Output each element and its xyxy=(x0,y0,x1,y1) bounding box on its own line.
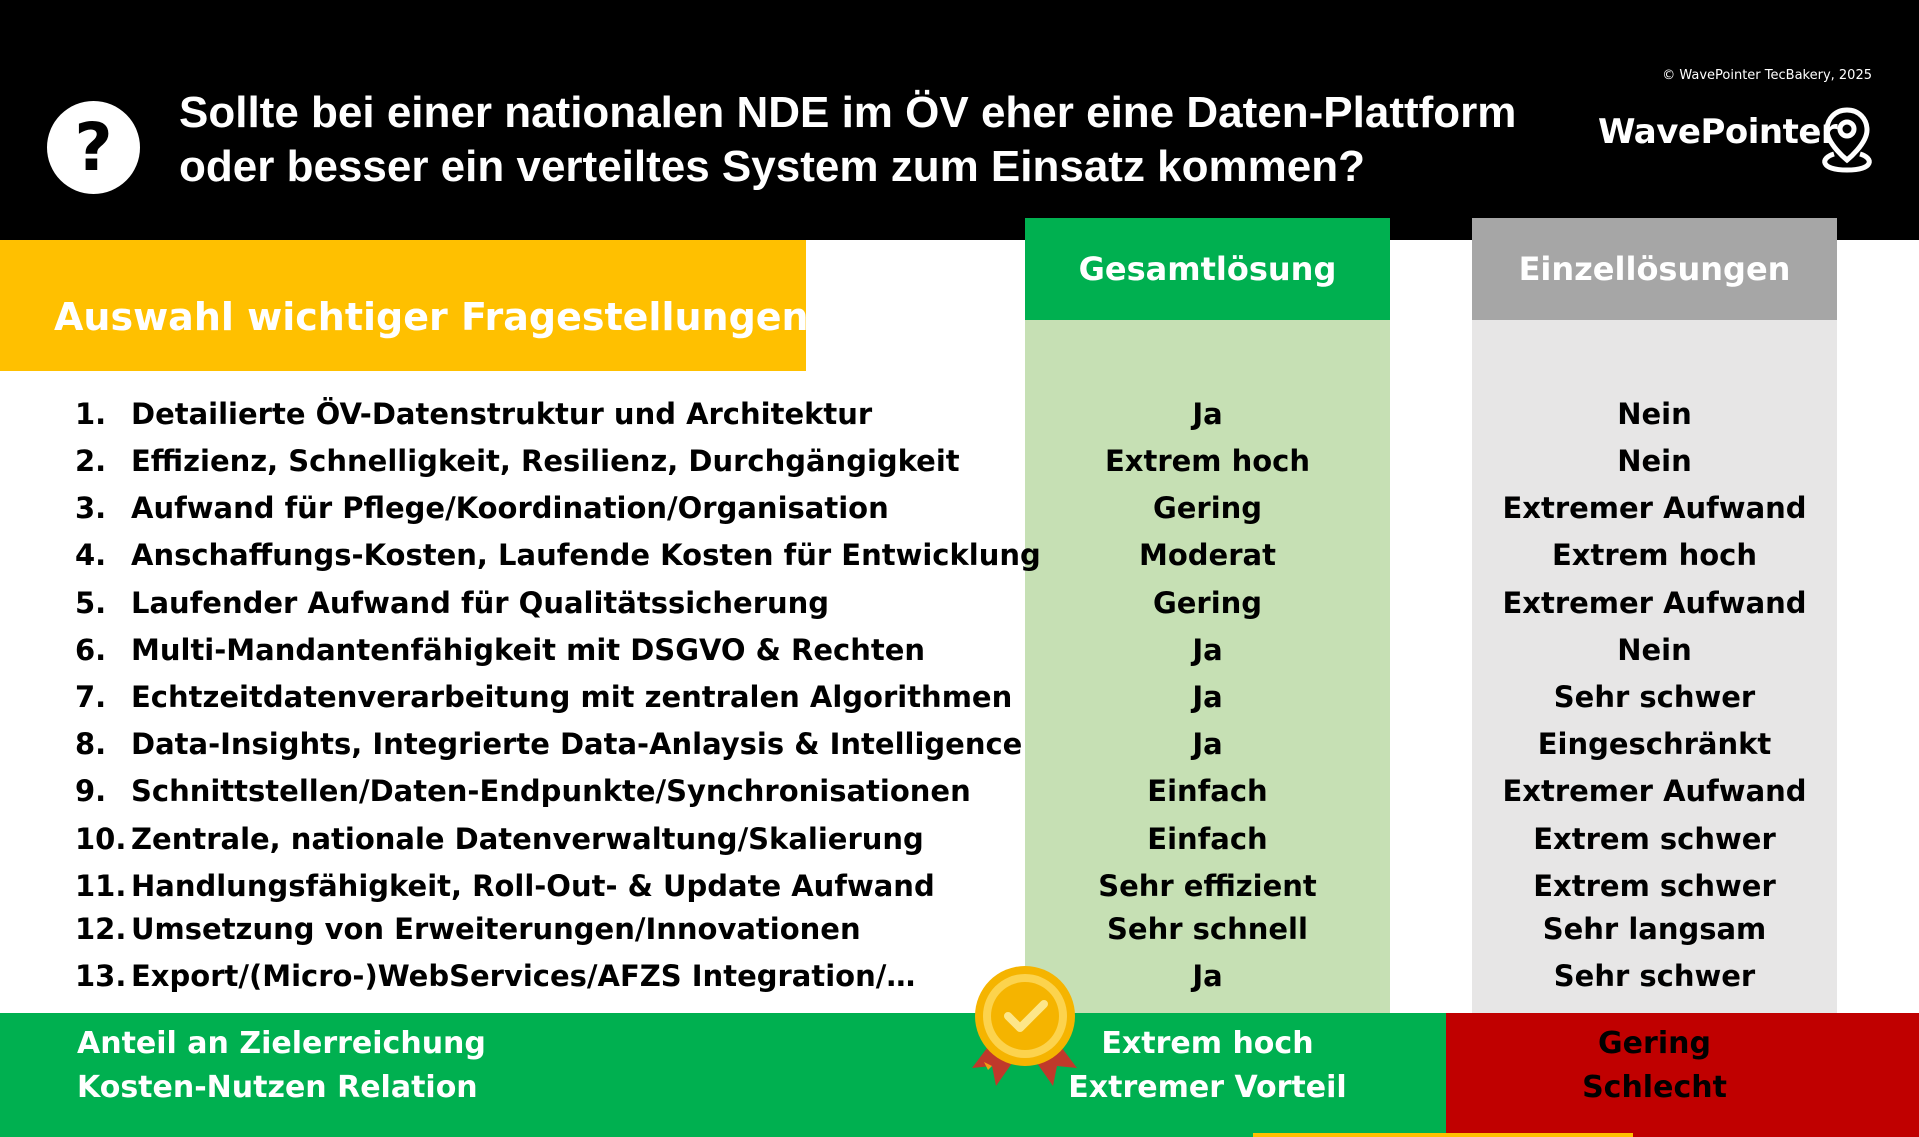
row-label: Zentrale, nationale Datenverwaltung/Skalierung xyxy=(131,822,924,856)
row-gesamtloesung-value: Einfach xyxy=(1147,774,1268,808)
row-einzelloesungen-value: Nein xyxy=(1617,633,1692,667)
row-gesamtloesung-value: Gering xyxy=(1152,586,1263,620)
row-number: 3. xyxy=(75,491,107,525)
row-einzelloesungen-value: Nein xyxy=(1617,444,1692,478)
row-number: 10. xyxy=(75,822,127,856)
location-pin-icon xyxy=(1814,104,1880,176)
footer-left-value-1: Extrem hoch xyxy=(1101,1026,1314,1061)
row-label: Echtzeitdatenverarbeitung mit zentralen Algorithmen xyxy=(131,680,1013,714)
row-gesamtloesung-value: Ja xyxy=(1192,959,1223,993)
row-einzelloesungen-value: Extremer Aufwand xyxy=(1502,586,1807,620)
row-gesamtloesung-value: Ja xyxy=(1192,727,1223,761)
row-einzelloesungen-value: Extrem hoch xyxy=(1551,538,1758,572)
page-title xyxy=(179,86,1559,194)
row-gesamtloesung-value: Einfach xyxy=(1147,822,1268,856)
footer-label-1: Anteil an Zielerreichung xyxy=(77,1026,486,1061)
row-label: Aufwand für Pflege/Koordination/Organisation xyxy=(131,491,889,525)
row-number: 6. xyxy=(75,633,107,667)
row-number: 4. xyxy=(75,538,107,572)
row-gesamtloesung-value: Ja xyxy=(1192,633,1223,667)
footer-right-value-1: Gering xyxy=(1598,1026,1711,1061)
row-gesamtloesung-value: Sehr schnell xyxy=(1107,912,1308,946)
title-line-2: oder besser ein verteiltes System zum Einsatz kommen? xyxy=(179,142,1366,191)
row-einzelloesungen-value: Extrem schwer xyxy=(1533,869,1776,903)
row-gesamtloesung-value: Sehr effizient xyxy=(1098,869,1317,903)
column-header-einzelloesungen: Einzellösungen xyxy=(1472,218,1837,320)
row-einzelloesungen-value: Nein xyxy=(1617,397,1692,431)
row-label: Effizienz, Schnelligkeit, Resilienz, Durchgängigkeit xyxy=(131,444,960,478)
row-number: 7. xyxy=(75,680,107,714)
row-einzelloesungen-value: Sehr schwer xyxy=(1553,959,1756,993)
row-label: Schnittstellen/Daten-Endpunkte/Synchronisationen xyxy=(131,774,971,808)
copyright-text: © WavePointer TecBakery, 2025 xyxy=(1662,68,1872,83)
row-number: 8. xyxy=(75,727,107,761)
wavepointer-logo xyxy=(1598,106,1878,176)
row-number: 1. xyxy=(75,397,107,431)
row-gesamtloesung-value: Ja xyxy=(1192,397,1223,431)
row-label: Detailierte ÖV-Datenstruktur und Architektur xyxy=(131,397,873,431)
footer-labels xyxy=(77,1022,486,1110)
row-einzelloesungen-value: Sehr schwer xyxy=(1553,680,1756,714)
logo-text: WavePointer xyxy=(1598,112,1838,152)
row-label: Export/(Micro-)WebServices/AFZS Integration/… xyxy=(131,959,916,993)
row-number: 12. xyxy=(75,912,127,946)
row-number: 11. xyxy=(75,869,127,903)
row-gesamtloesung-value: Extrem hoch xyxy=(1104,444,1311,478)
bottom-accent-strip xyxy=(1253,1133,1633,1137)
footer-label-2: Kosten-Nutzen Relation xyxy=(77,1070,478,1105)
row-einzelloesungen-value: Sehr langsam xyxy=(1542,912,1767,946)
title-line-1: Sollte bei einer nationalen NDE im ÖV eher eine Daten-Plattform xyxy=(179,88,1517,137)
section-title: Auswahl wichtiger Fragestellungen: xyxy=(54,295,824,339)
row-label: Data-Insights, Integrierte Data-Anlaysis & Intelligence xyxy=(131,727,1023,761)
row-einzelloesungen-value: Eingeschränkt xyxy=(1537,727,1772,761)
row-einzelloesungen-value: Extremer Aufwand xyxy=(1502,491,1807,525)
column-header-gesamtloesung: Gesamtlösung xyxy=(1025,218,1390,320)
footer-right-value-2: Schlecht xyxy=(1582,1070,1727,1105)
row-label: Multi-Mandantenfähigkeit mit DSGVO & Rechten xyxy=(131,633,926,667)
row-number: 5. xyxy=(75,586,107,620)
row-gesamtloesung-value: Gering xyxy=(1152,491,1263,525)
footer-einzelloesungen-result xyxy=(1472,1022,1837,1110)
question-icon: ? xyxy=(47,101,140,194)
footer-left-value-2: Extremer Vorteil xyxy=(1068,1070,1347,1105)
row-number: 13. xyxy=(75,959,127,993)
row-einzelloesungen-value: Extremer Aufwand xyxy=(1502,774,1807,808)
row-number: 9. xyxy=(75,774,107,808)
row-gesamtloesung-value: Ja xyxy=(1192,680,1223,714)
row-label: Anschaffungs-Kosten, Laufende Kosten für Entwicklung xyxy=(131,538,1041,572)
row-label: Umsetzung von Erweiterungen/Innovationen xyxy=(131,912,861,946)
row-label: Laufender Aufwand für Qualitätssicherung xyxy=(131,586,830,620)
award-medal-icon xyxy=(962,958,1087,1088)
row-label: Handlungsfähigkeit, Roll-Out- & Update Aufwand xyxy=(131,869,935,903)
row-number: 2. xyxy=(75,444,107,478)
row-einzelloesungen-value: Extrem schwer xyxy=(1533,822,1776,856)
row-gesamtloesung-value: Moderat xyxy=(1139,538,1276,572)
